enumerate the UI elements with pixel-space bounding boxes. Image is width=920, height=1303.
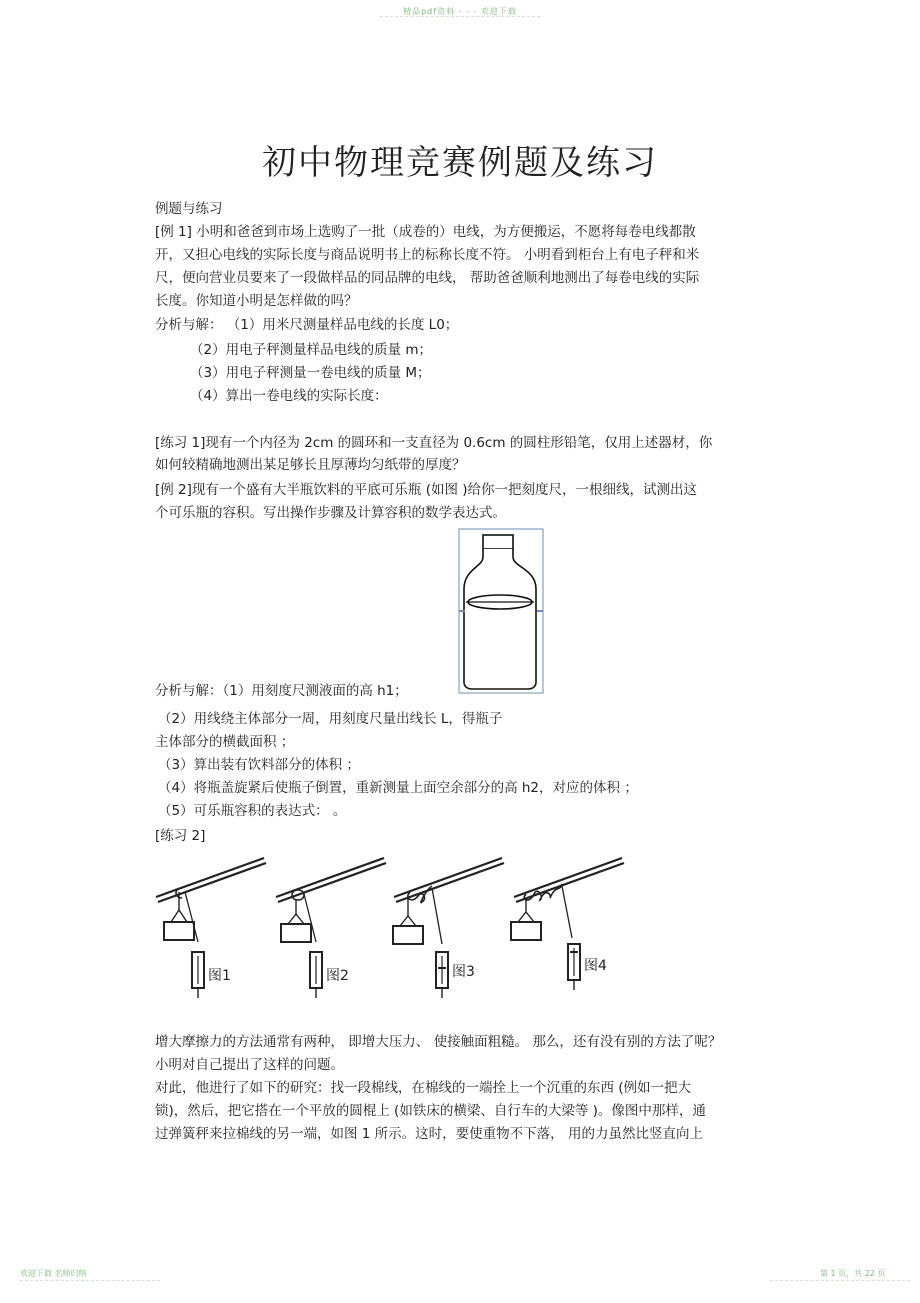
exercise2-line: 过弹簧秤来拉棉线的另一端，如图 1 所示。这时，要使重物不下落， 用的力虽然比竖直向上	[155, 1126, 703, 1142]
example1-line: 长度。你知道小明是怎样做的吗？	[155, 293, 358, 309]
example1-line: 尺，便向营业员要来了一段做样品的同品牌的电线， 帮助爸爸顺利地测出了每卷电线的实际	[155, 270, 700, 286]
section-heading: 例题与练习	[155, 201, 223, 217]
footer-divider	[20, 1280, 160, 1281]
exercise2-line: 锁)，然后，把它搭在一个平放的圆棍上 (如铁床的横梁、自行车的大梁等 )。像图中那样，通	[155, 1103, 706, 1119]
exercise1-line: [练习 1]现有一个内径为 2cm 的圆环和一支直径为 0.6cm 的圆柱形铅笔，仅用上述器材，你	[155, 435, 713, 451]
exercise2-line: 小明对自己提出了这样的问题。	[155, 1057, 344, 1073]
example2-line: 个可乐瓶的容积。写出操作步骤及计算容积的数学表达式。	[155, 505, 506, 521]
rod	[156, 858, 266, 902]
figure-2	[276, 858, 386, 998]
example2-analysis-step: （4）将瓶盖旋紧后使瓶子倒置，重新测量上面空余部分的高 h2，对应的体积 ；	[158, 780, 638, 796]
weight-block	[164, 922, 194, 940]
page-header-watermark: 精品pdf资料 - - - 欢迎下载	[403, 7, 517, 16]
figure-4	[511, 858, 624, 990]
example2-analysis-step: （3）算出装有饮料部分的体积 ；	[158, 757, 360, 773]
example2-line: [例 2]现有一个盛有大半瓶饮料的平底可乐瓶 (如图 )给你一把刻度尺，一根细线，试测出这	[155, 482, 698, 498]
example1-analysis-step: （4）算出一卷电线的实际长度：	[190, 388, 388, 404]
example2-analysis-step: （2）用线绕主体部分一周，用刻度尺量出线长 L，得瓶子	[158, 711, 503, 727]
figure-label: 图1	[208, 968, 231, 984]
page-title: 初中物理竞赛例题及练习	[262, 143, 658, 183]
footer-left: 欢迎下载 名师归纳	[20, 1269, 87, 1278]
example1-analysis-step: （2）用电子秤测量样品电线的质量 m；	[190, 342, 433, 358]
footer-divider	[770, 1280, 910, 1281]
example1-analysis-step: （3）用电子秤测量一卷电线的质量 M；	[190, 365, 431, 381]
exercise2-line: 增大摩擦力的方法通常有两种， 即增大压力、 使接触面粗糙。 那么，还有没有别的方法了呢？	[155, 1034, 722, 1050]
example1-line: 开，又担心电线的实际长度与商品说明书上的标称长度不符。 小明看到柜台上有电子秤和米	[155, 247, 700, 263]
example2-analysis-step: （5）可乐瓶容积的表达式： 。	[158, 803, 347, 819]
friction-experiment-figures	[152, 852, 632, 1002]
figure-1	[156, 858, 266, 998]
bottle-body	[464, 549, 536, 689]
exercise2-label: [练习 2]	[155, 828, 206, 844]
exercise1-line: 如何较精确地测出某足够长且厚薄均匀纸带的厚度？	[155, 457, 466, 473]
figure-label: 图3	[452, 964, 475, 980]
cola-bottle-figure	[456, 527, 546, 695]
header-divider	[380, 16, 540, 17]
example1-line: [例 1] 小明和爸爸到市场上选购了一批（成卷的）电线，为方便搬运，不愿将每卷电线都散	[155, 224, 696, 240]
figure-label: 图2	[326, 968, 349, 984]
example1-analysis: 分析与解： （1）用米尺测量样品电线的长度 L0；	[155, 317, 459, 333]
figure-3	[393, 858, 504, 998]
example2-analysis-step: 主体部分的横截面积 ；	[155, 734, 295, 750]
figure-label: 图4	[584, 958, 607, 974]
exercise2-line: 对此，他进行了如下的研究：找一段棉线，在棉线的一端拴上一个沉重的东西 (例如一把大	[155, 1080, 692, 1096]
example2-analysis: 分析与解：（1）用刻度尺测液面的高 h1；	[155, 683, 408, 699]
bottle-cap	[483, 535, 513, 549]
page-number: 第 1 页，共 22 页	[820, 1269, 886, 1278]
